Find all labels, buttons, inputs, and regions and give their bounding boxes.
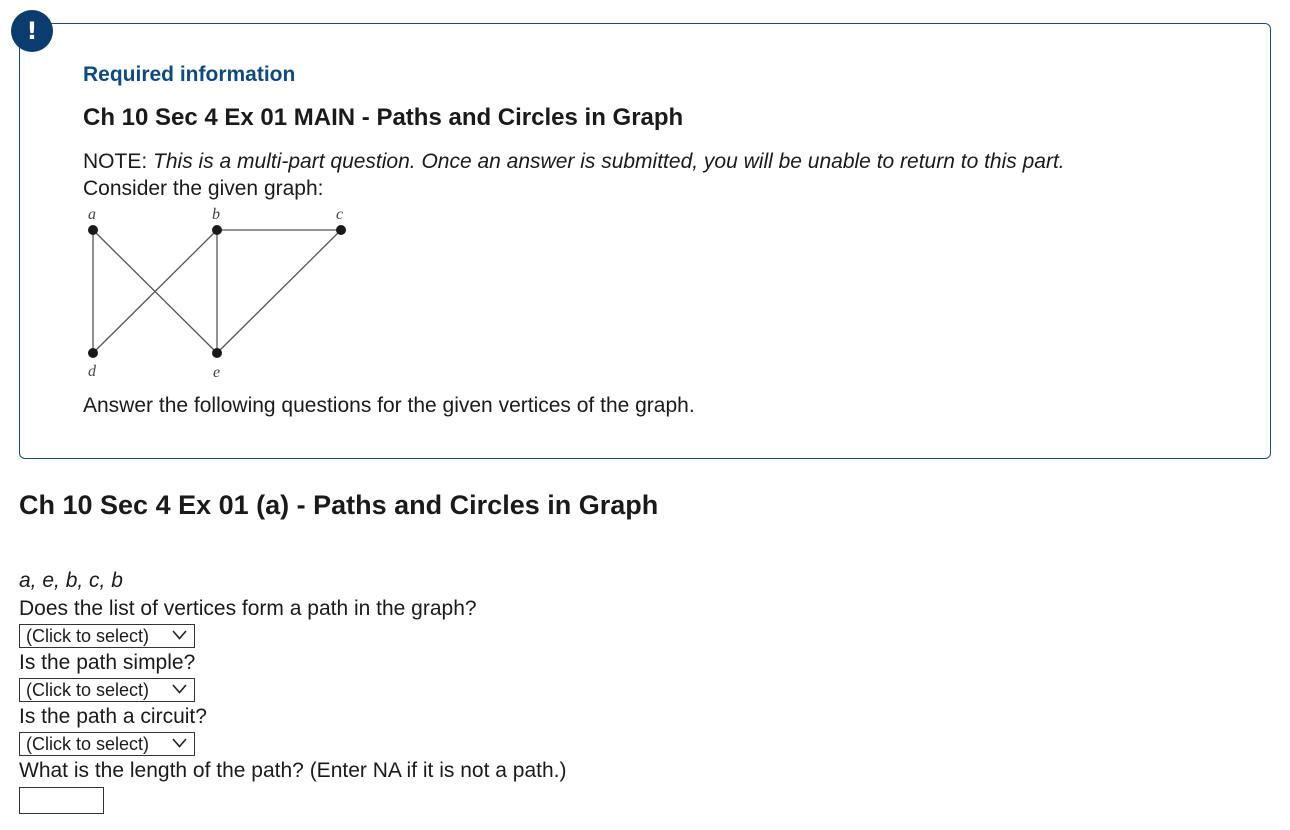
answer-prompt: Answer the following questions for the given vertices of the graph. xyxy=(83,394,695,417)
circuit-select-dropdown[interactable] xyxy=(19,732,195,756)
chevron-down-icon xyxy=(172,683,187,695)
simple-select-dropdown[interactable] xyxy=(19,678,195,702)
chevron-down-icon xyxy=(172,629,187,641)
question-simple: Is the path simple? xyxy=(19,651,196,674)
vertex-label-d: d xyxy=(88,363,96,380)
vertex-list: a, e, b, c, b xyxy=(19,569,123,592)
note-prefix: NOTE: xyxy=(83,150,154,173)
consider-text: Consider the given graph: xyxy=(83,177,324,200)
path-select-dropdown[interactable] xyxy=(19,624,195,648)
note-line xyxy=(83,150,1065,174)
vertex-b xyxy=(212,225,222,235)
main-question-title: Ch 10 Sec 4 Ex 01 MAIN - Paths and Circles in Graph xyxy=(83,104,684,131)
vertex-label-c: c xyxy=(336,206,344,223)
alert-exclamation-icon: ! xyxy=(11,10,53,52)
graph-figure xyxy=(80,203,370,388)
vertex-label-e: e xyxy=(213,364,221,381)
length-input[interactable] xyxy=(19,787,104,814)
edge-c-e xyxy=(217,230,341,353)
simple-select-value: (Click to select) xyxy=(26,680,150,700)
note-text: This is a multi-part question. Once an answer is submitted, you will be unable to return to this part. xyxy=(153,150,1065,173)
vertex-label-b: b xyxy=(212,206,220,223)
vertex-label-a: a xyxy=(88,206,96,223)
vertex-d xyxy=(88,348,98,358)
question-circuit: Is the path a circuit? xyxy=(19,705,207,728)
required-info-label: Required information xyxy=(83,63,296,86)
part-title: Ch 10 Sec 4 Ex 01 (a) - Paths and Circles in Graph xyxy=(19,490,659,520)
path-select-value: (Click to select) xyxy=(26,626,150,646)
question-path: Does the list of vertices form a path in the graph? xyxy=(19,597,477,620)
circuit-select-value: (Click to select) xyxy=(26,734,150,754)
chevron-down-icon xyxy=(172,737,187,749)
question-length: What is the length of the path? (Enter NA if it is not a path.) xyxy=(19,759,567,782)
vertex-a xyxy=(88,225,98,235)
vertex-c xyxy=(336,225,346,235)
vertex-e xyxy=(212,348,222,358)
